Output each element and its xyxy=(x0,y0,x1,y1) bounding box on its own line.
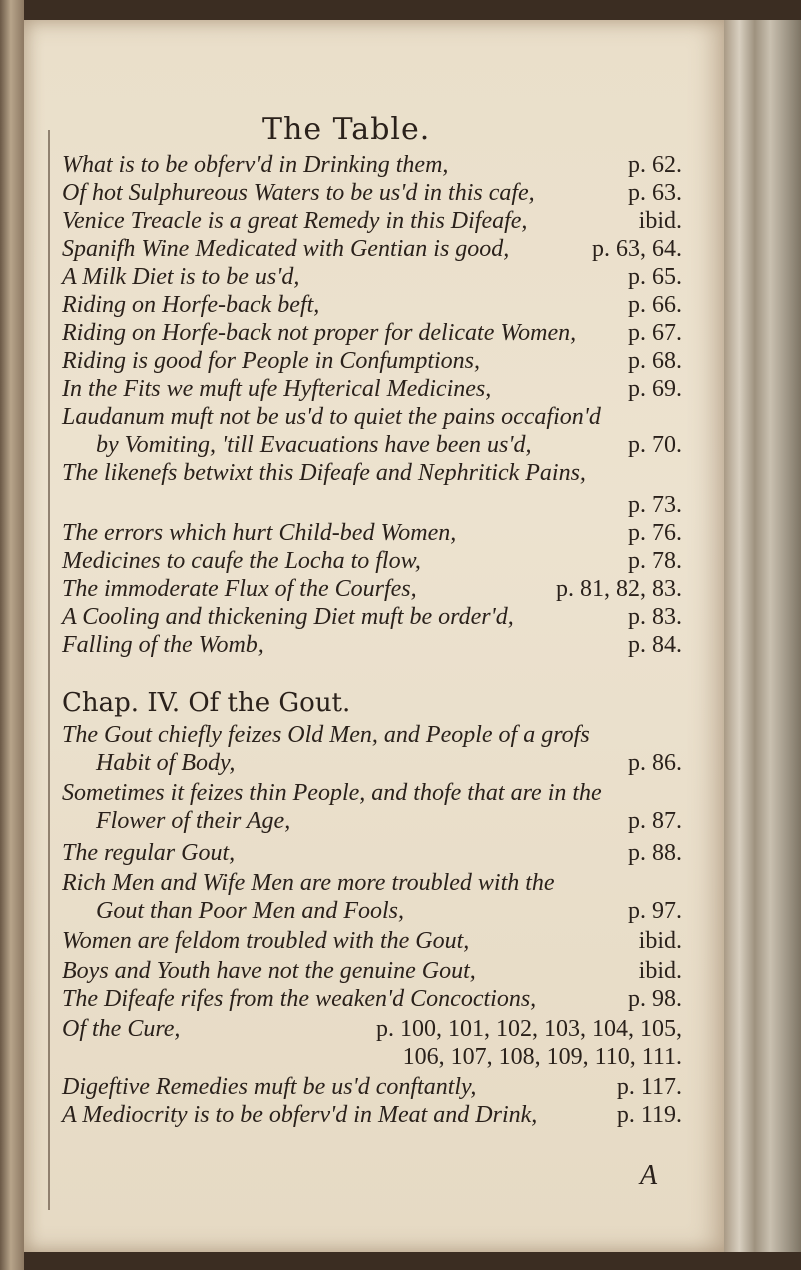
toc-entry: Medicines to caufe the Locha to flow, p. 78. xyxy=(62,548,682,574)
toc-entry: Gout than Poor Men and Fools, p. 97. xyxy=(96,898,682,924)
toc-entry: In the Fits we muft ufe Hyfterical Medicines, p. 69. xyxy=(62,376,682,402)
toc-entry: The Gout chiefly feizes Old Men, and People of a grofs xyxy=(62,722,590,748)
toc-entry: Flower of their Age, p. 87. xyxy=(96,808,682,834)
page-edges xyxy=(724,20,801,1252)
toc-entry: Digeftive Remedies muft be us'd conftantly, p. 117. xyxy=(62,1074,682,1100)
toc-entry: Of the Cure, p. 100, 101, 102, 103, 104, 105, xyxy=(62,1016,682,1042)
toc-entry: Rich Men and Wife Men are more troubled with the xyxy=(62,870,555,896)
toc-entry: A Cooling and thickening Diet muft be order'd, p. 83. xyxy=(62,604,682,630)
catchword: A xyxy=(640,1160,658,1191)
toc-entry: Falling of the Womb, p. 84. xyxy=(62,632,682,658)
toc-entry: Riding on Horfe-back beft, p. 66. xyxy=(62,292,682,318)
toc-entry: Spanifh Wine Medicated with Gentian is good, p. 63, 64. xyxy=(62,236,682,262)
toc-entry: Sometimes it feizes thin People, and thofe that are in the xyxy=(62,780,602,806)
toc-entry: What is to be obferv'd in Drinking them, p. 62. xyxy=(62,152,682,178)
toc-entry: A Mediocrity is to be obferv'd in Meat and Drink, p. 119. xyxy=(62,1102,682,1128)
toc-entry: Boys and Youth have not the genuine Gout, ibid. xyxy=(62,958,682,984)
page-title: The Table. xyxy=(262,112,431,147)
book-spine xyxy=(0,0,24,1270)
toc-entry: Of hot Sulphureous Waters to be us'd in this cafe, p. 63. xyxy=(62,180,682,206)
toc-entry: Women are feldom troubled with the Gout, ibid. xyxy=(62,928,682,954)
toc-entry: Riding is good for People in Confumptions, p. 68. xyxy=(62,348,682,374)
toc-entry: Riding on Horfe-back not proper for delicate Women, p. 67. xyxy=(62,320,682,346)
toc-entry: Laudanum muft not be us'd to quiet the pains occafion'd xyxy=(62,404,601,430)
toc-entry: by Vomiting, 'till Evacuations have been us'd, p. 70. xyxy=(96,432,682,458)
margin-rule xyxy=(48,130,50,1210)
toc-entry: The Difeafe rifes from the weaken'd Concoctions, p. 98. xyxy=(62,986,682,1012)
toc-entry: The likenefs betwixt this Difeafe and Nephritick Pains, xyxy=(62,460,586,486)
toc-entry: The immoderate Flux of the Courfes, p. 81, 82, 83. xyxy=(62,576,682,602)
toc-entry: Habit of Body, p. 86. xyxy=(96,750,682,776)
toc-entry: Venice Treacle is a great Remedy in this Difeafe, ibid. xyxy=(62,208,682,234)
chapter-heading: Chap. IV. Of the Gout. xyxy=(62,688,351,718)
toc-entry: A Milk Diet is to be us'd, p. 65. xyxy=(62,264,682,290)
toc-entry: The errors which hurt Child-bed Women, p. 76. xyxy=(62,520,682,546)
toc-entry: The regular Gout, p. 88. xyxy=(62,840,682,866)
